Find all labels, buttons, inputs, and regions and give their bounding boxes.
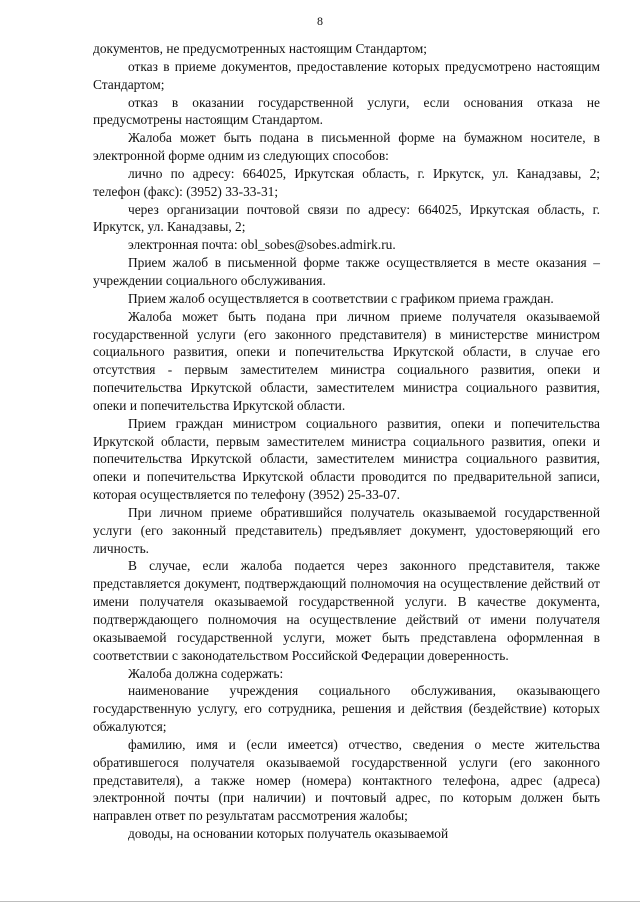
document-body (93, 40, 600, 843)
paragraph-13: В случае, если жалоба подается через законного представителя, также представляется документ, подтверждающий полномочия на осуществление действий от имени получателя оказываемой государственной услуги. В качестве документа, подтверждающего полномочия на осуществление действий от имени получателя оказываемой государственной услуги, может быть представлена оформленная в соответствии с законодательством Российской Федерации доверенность. (93, 558, 600, 663)
paragraph-2: отказ в приеме документов, предоставление которых предусмотрено настоящим Стандартом; (93, 58, 600, 92)
paragraph-5: лично по адресу: 664025, Иркутская область, г. Иркутск, ул. Канадзавы, 2; телефон (факс): (3952) 33-33-31; (93, 165, 600, 199)
page-bottom-edge (0, 901, 640, 902)
paragraph-15: наименование учреждения социального обслуживания, оказывающего государственную услугу, его сотрудника, решения и действия (бездействие) которых обжалуются; (93, 683, 600, 735)
paragraph-9: Прием жалоб осуществляется в соответствии с графиком приема граждан. (128, 290, 554, 306)
paragraph-4: Жалоба может быть подана в письменной форме на бумажном носителе, в электронной форме одним из следующих способов: (93, 130, 600, 164)
paragraph-8: Прием жалоб в письменной форме также осуществляется в месте оказания – учреждении социального обслуживания. (93, 255, 600, 288)
paragraph-7: электронная почта: obl_sobes@sobes.admirk.ru. (128, 237, 396, 253)
paragraph-1: документов, не предусмотренных настоящим Стандартом; (93, 41, 427, 56)
paragraph-12: При личном приеме обратившийся получатель оказываемой государственной услуги (его законный представитель) предъявляет документ, удостоверяющий его личность. (93, 504, 600, 556)
paragraph-3: отказ в оказании государственной услуги, если основания отказа не предусмотрены настоящим Стандартом. (93, 94, 600, 128)
paragraph-14: Жалоба должна содержать: (128, 665, 284, 681)
paragraph-16: фамилию, имя и (если имеется) отчество, сведения о месте жительства обратившегося получателя оказываемой государственной услуги (его законного представителя), а также номер (номера) контактного телефона, адрес (адреса) электронной почты (при наличии) и почтовый адрес, по которым должен быть направлен ответ по результатам рассмотрения жалобы; (93, 736, 600, 824)
paragraph-17: доводы, на основании которых получатель оказываемой (128, 826, 449, 842)
page-number: 8 (317, 14, 323, 28)
paragraph-6: через организации почтовой связи по адресу: 664025, Иркутская область, г. Иркутск, ул. Канадзавы, 2; (93, 201, 600, 235)
paragraph-11: Прием граждан министром социального развития, опеки и попечительства Иркутской области, первым заместителем министра социального развития, опеки и попечительства Иркутской области, заместителем министра социального развития, опеки и попечительства Иркутской области проводится по предварительной записи, которая осуществляется по телефону (3952) 25-33-07. (93, 415, 600, 503)
paragraph-10: Жалоба может быть подана при личном приеме получателя оказываемой государственной услуги (его законного представителя) в министерстве министром социального развития, опеки и попечительства Иркутской области, в случае его отсутствия - первым заместителем министра социального развития, опеки и попечительства Иркутской области, заместителем министра социального развития, опеки и попечительства Иркутской области. (93, 308, 600, 413)
